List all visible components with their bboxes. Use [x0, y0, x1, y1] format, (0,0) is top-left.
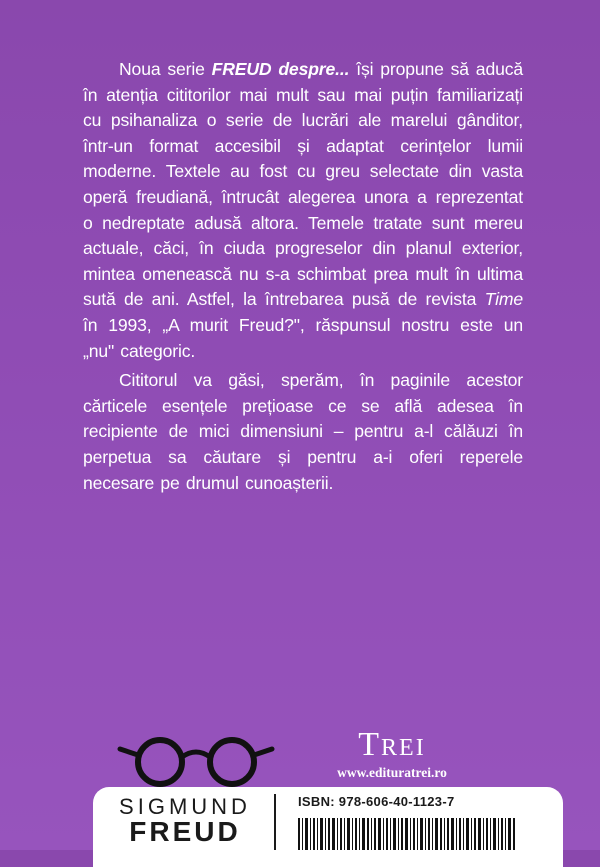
barcode: [298, 818, 516, 850]
author-first-name: SIGMUND: [119, 794, 251, 819]
blurb-text: [83, 57, 523, 496]
publisher-website: www.edituratrei.ro: [337, 765, 447, 780]
blurb-paragraph-2: Cititorul va găsi, sperăm, în paginile acestor cărticele esențele prețioase ce se află adesea în recipiente de mici dimensiuni – pentru a-l călăuzi în perpetua sa căutare și pentru a-i oferi reperele necesare pe drumul cunoașterii.: [83, 370, 523, 493]
isbn-label: ISBN: 978-606-40-1123-7: [298, 794, 455, 809]
publisher-block: [312, 728, 472, 781]
round-glasses-icon: [116, 735, 276, 787]
author-last-name: FREUD: [129, 816, 241, 847]
blurb-body-a: își propune să aducă în atenția cititorilor mai mult sau mai puțin familiarizați cu psihanaliza o serie de lucrări ale marelui gânditor, într-un format accesibil și adaptat cerințelor lumii moderne. Textele au fost cu greu selectate din vasta operă freudiană, întrucât alegerea unora a reprezentat o nedreptate adusă altora. Temele tratate sunt mereu actuale, căci, în ciuda progreselor din planul exterior, mintea omenească nu s-a schimbat prea mult în ultima sută de ani. Astfel, la întrebarea pusă de revista: [83, 59, 523, 310]
blurb-paragraph-1: [83, 57, 523, 364]
panel-divider: [274, 794, 276, 850]
blurb-body-b: în 1993, „A murit Freud?", răspunsul nostru este un „nu" categoric.: [83, 314, 523, 361]
magazine-title: Time: [484, 289, 523, 310]
blurb-intro: Noua serie: [119, 59, 212, 79]
series-title: FREUD despre...: [211, 59, 350, 79]
publisher-logo: Trei: [358, 726, 426, 763]
